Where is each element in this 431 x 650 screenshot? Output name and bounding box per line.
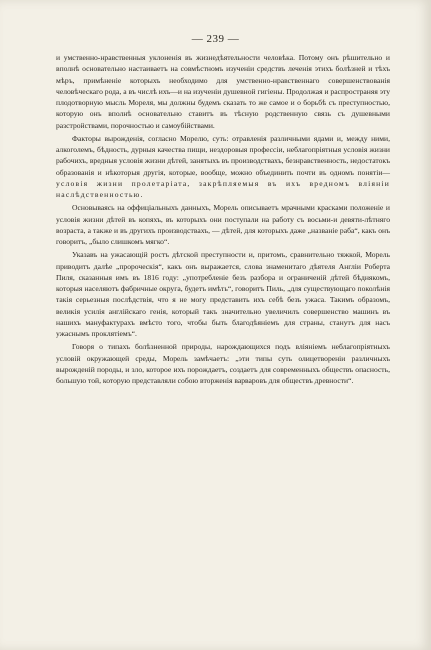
page-number: — 239 — xyxy=(191,33,240,45)
paragraph-2-text: Факторы вырожденія, согласно Морелю, суть: отравленія различными ядами и, между ними, алкоголемъ, бѣдность, дурныя качества пищи, нездоровыя профессіи, неблагопріятныя условія жизни рабочихъ, вредныя условія жизни дѣтей, занятыхъ въ производствахъ, безнравственность, недостатокъ образованія и нѣкоторыя другія, которые, вообще, можно объединить почти въ одномъ понятіи— xyxy=(56,133,390,177)
paragraph-2 xyxy=(56,133,390,201)
paragraph-5-text: Говоря о типахъ болѣзненной природы, нарождающихся подъ вліяніемъ неблагопріятныхъ условій окружающей среды, Морель замѣчаетъ: „эти типы суть олицетвореніи различныхъ вырожденій породы, и зло, которое ихъ порождаетъ, создаетъ для современныхъ обществъ опасность, большую той, которую представляли собою вторженія варваровъ для обществъ древности“. xyxy=(56,342,390,385)
paragraph-1-text: и умственно-нравственныя уклоненія въ жизнедѣятельности человѣка. Потому онъ рѣшительно и вполнѣ основательно настаиваетъ на совмѣстномъ изученіи средствъ леченія этихъ болѣзней и тѣхъ мѣръ, примѣненіе которыхъ необходимо для умственно-нравственнаго совершенствованія человѣческаго рода, а въ числѣ ихъ—и на изученіи душевной гигіены. Продолжая и распространяя эту плодотворную мысль Мореля, мы должны будемъ сказать то же самое и о борьбѣ съ преступностью, которую онъ вполнѣ основательно ставитъ въ тѣсную родственную связь съ душевными разстройствами, порочностью и самоубійствами. xyxy=(56,53,390,130)
paragraph-3-text: Основываясь на оффиціальныхъ данныхъ, Морель описываетъ мрачными красками положеніе и условія жизни дѣтей въ копяхъ, въ которыхъ они поступали на работу съ восьми-и девяти-лѣтняго возраста, а также и въ другихъ производствахъ, — дѣтей, для которыхъ даже „названіе раба“, какъ онъ говоритъ, „было слишкомъ мягко“. xyxy=(56,203,390,246)
paragraph-2-spaced-emphasis: условія жизни пролетаріата, закрѣпляемыя въ ихъ вредномъ вліяніи наслѣдственностью. xyxy=(56,178,390,199)
paragraph-4 xyxy=(56,249,390,339)
paragraph-1 xyxy=(56,52,390,131)
paragraph-4-text: Указавъ на ужасающій ростъ дѣтской преступности и, притомъ, сравнительно тяжкой, Морель приводитъ далѣе „пророческія“, какъ онъ выражается, слова знаменитаго дѣятеля Англіи Роберта Пиля, сказанныя имъ въ 1816 году: „употребленіе безъ разбора и ограниченій дѣтей бѣднякомъ, которыя населяютъ фабричные округа, будетъ имѣть“, говоритъ Пиль, „для существующаго поколѣнія такія серьезныя послѣдствія, что я не могу представить ихъ себѣ безъ ужаса. Такимъ образомъ, великія усилія англійскаго генія, который такъ значительно увеличилъ совершенство машинъ въ нашихъ мануфактурахъ вмѣсто того, чтобы быть благодѣяніемъ для страны, станутъ для насъ ужаснымъ проклятіемъ“. xyxy=(56,250,390,338)
body-text xyxy=(56,52,390,388)
paragraph-5 xyxy=(56,341,390,386)
paragraph-3 xyxy=(56,202,390,247)
